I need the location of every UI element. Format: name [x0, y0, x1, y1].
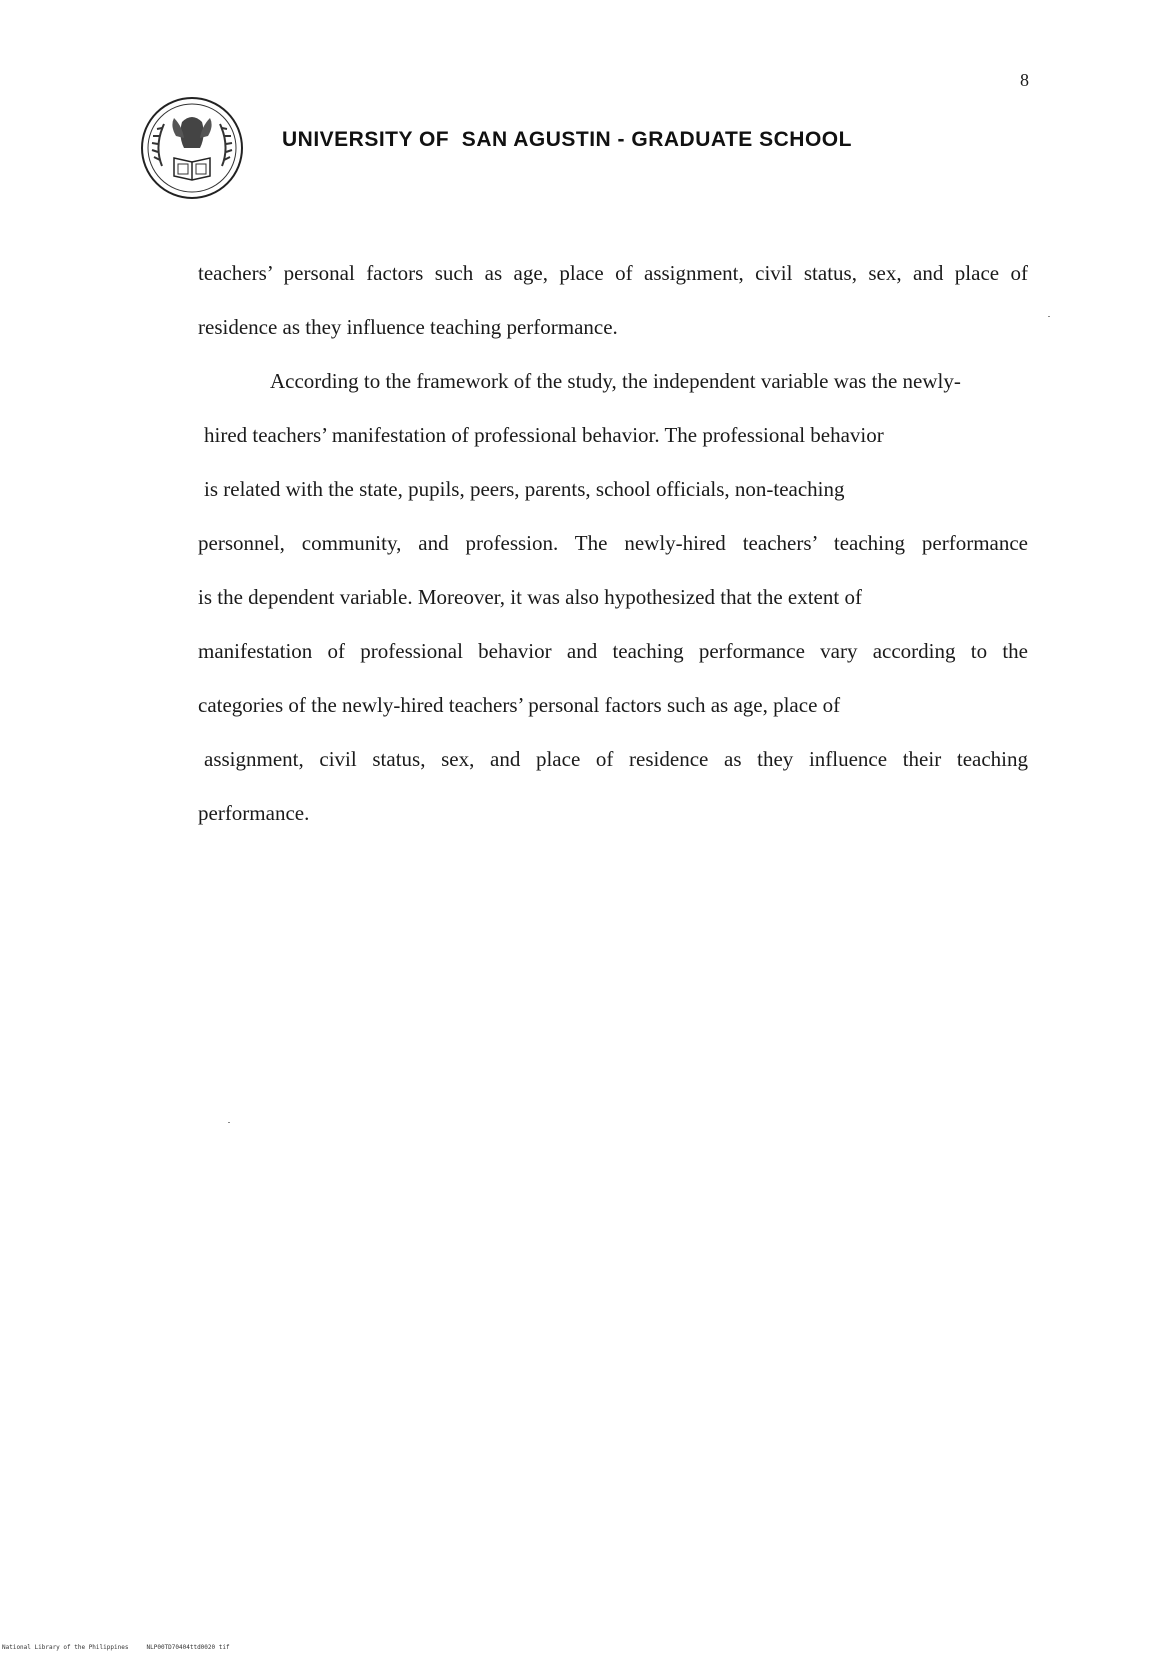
university-seal-logo [140, 96, 244, 200]
scan-footer: National Library of the Philippines NLP00TD70404ttd0020 tif [2, 1644, 230, 1651]
body-line: is related with the state, pupils, peers, parents, school officials, non-teaching [204, 477, 845, 501]
body-text [198, 246, 1028, 840]
university-header-title: UNIVERSITY OF SAN AGUSTIN - GRADUATE SCHOOL [282, 128, 852, 151]
body-line: teachers’ personal factors such as age, place of assignment, civil status, sex, and place of [198, 261, 1028, 285]
body-line: hired teachers’ manifestation of professional behavior. The professional behavior [204, 423, 884, 447]
page-number: 8 [1020, 70, 1029, 90]
scan-speck [1048, 316, 1050, 317]
scan-speck [228, 1122, 230, 1123]
body-line: According to the framework of the study, the independent variable was the newly- [270, 369, 961, 393]
body-line: assignment, civil status, sex, and place of residence as they influence their teaching [204, 747, 1028, 771]
body-line: categories of the newly-hired teachers’ personal factors such as age, place of [198, 693, 841, 717]
body-line: is the dependent variable. Moreover, it was also hypothesized that the extent of [198, 585, 862, 609]
body-line: personnel, community, and profession. The newly-hired teachers’ teaching performance [198, 531, 1028, 555]
body-line: performance. [198, 801, 310, 825]
body-line: residence as they influence teaching performance. [198, 315, 618, 339]
body-line: manifestation of professional behavior and teaching performance vary according to the [198, 639, 1028, 663]
